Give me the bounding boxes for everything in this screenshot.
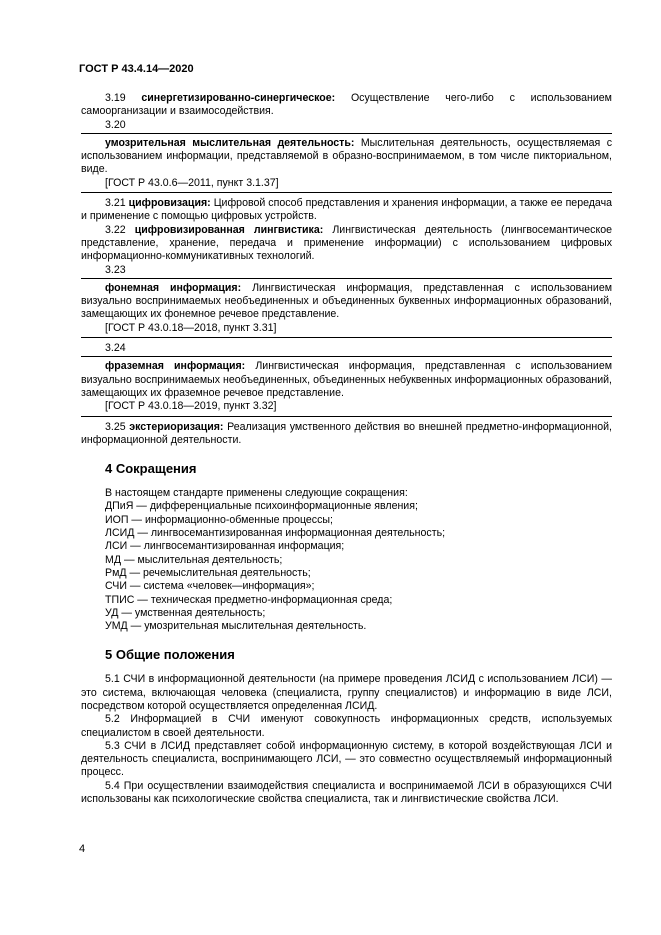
- section-5-paragraph: 5.3 СЧИ в ЛСИД представляет собой информационную систему, в которой воздействующая ЛСИ и деятельность специалиста, воспринимающего ЛСИ, — это совместно осуществляемый информационный процесс.: [81, 739, 612, 779]
- term-name: цифровизация:: [128, 197, 211, 210]
- section-5-title: 5 Общие положения: [105, 647, 235, 663]
- document-body: [81, 92, 612, 806]
- abbreviation-item: УМД — умозрительная мыслительная деятельность.: [105, 620, 367, 633]
- term-definition: Лингвистическая информация, представленная с использованием визуально воспринимаемых необъединенных, объединенных небуквенных информационных образований, замещающих их фраземное речевое представление.: [81, 360, 612, 399]
- term-number: 3.19: [105, 92, 126, 104]
- term-name: цифровизированная лингвистика:: [134, 223, 324, 236]
- term-source: [ГОСТ Р 43.0.18—2019, пункт 3.32]: [105, 400, 277, 413]
- term-number: 3.20: [105, 118, 126, 131]
- abbreviation-item: ЛСИД — лингвосемантизированная информационная деятельность;: [105, 527, 446, 540]
- term-name: экстериоризация:: [129, 420, 224, 433]
- term-definition: Лингвистическая информация, представленная с использованием визуально воспринимаемых необъединенных и объединенных буквенных информационных образований, замещающих их фонемное речевое представление.: [81, 281, 613, 321]
- abbreviation-item: ЛСИ — лингвосемантизированная информация;: [105, 540, 345, 553]
- abbreviation-item: ИОП — информационно-обменные процессы;: [105, 513, 333, 526]
- abbreviation-item: ДПиЯ — дифференциальные психоинформационные явления;: [105, 500, 418, 513]
- abbreviation-item: СЧИ — система «человек—информация»;: [105, 580, 315, 593]
- page-header-standard: ГОСТ Р 43.4.14—2020: [79, 63, 194, 75]
- term-3-23: [81, 282, 612, 322]
- term-definition: Цифровой способ представления и хранения информации, а также ее передача и применение с помощью цифровых устройств.: [81, 197, 612, 223]
- section-5-paragraph: 5.4 При осуществлении взаимодействия специалиста и воспринимаемой ЛСИ в образующихся СЧИ использованы как психологические свойства специалиста, так и лингвистические свойства ЛСИ.: [81, 779, 612, 806]
- term-definition: Осуществление чего-либо с использованием самоорганизации и взаимосодействия.: [81, 92, 612, 118]
- term-definition: Лингвистическая деятельность (лингвосемантическое представление, хранение, передача и применение информации) с использованием цифровых информационно-коммуникативных технологий.: [81, 223, 613, 263]
- term-3-23-box: [81, 278, 612, 338]
- term-name: синергетизированно-синергическое:: [141, 92, 336, 104]
- term-number: 3.23: [105, 263, 126, 276]
- term-3-21: [81, 197, 612, 224]
- term-3-20-box: [81, 133, 612, 193]
- term-3-24-box: [81, 356, 612, 416]
- term-name: фраземная информация:: [105, 360, 246, 373]
- abbreviation-item: УД — умственная деятельность;: [105, 606, 266, 619]
- term-3-22: [81, 224, 612, 264]
- section-5-paragraph: 5.2 Информацией в СЧИ именуют совокупность информационных средств, используемых специалистом в своей деятельности.: [81, 713, 612, 739]
- term-number: 3.22: [105, 223, 126, 236]
- abbreviations-intro: В настоящем стандарте применены следующие сокращения:: [105, 487, 408, 500]
- page-number: 4: [79, 843, 86, 855]
- term-definition: Реализация умственного действия во внешней предметно-информационной, информационной деятельности.: [81, 420, 612, 446]
- term-name: умозрительная мыслительная деятельность:: [105, 136, 355, 149]
- term-number: 3.25: [105, 420, 126, 433]
- term-3-20: [81, 137, 612, 177]
- section-4-title: 4 Сокращения: [105, 461, 197, 477]
- abbreviation-item: ТПИС — техническая предметно-информационная среда;: [105, 593, 393, 606]
- term-definition: Мыслительная деятельность, осуществляемая с использованием информации, представляемой в образно-воспринимаемом, в том числе пиктoриальном, виде.: [81, 136, 612, 176]
- term-source: [ГОСТ Р 43.0.18—2018, пункт 3.31]: [105, 321, 277, 334]
- abbreviation-item: МД — мыслительная деятельность;: [105, 553, 283, 566]
- abbreviation-item: РмД — речемыслительная деятельность;: [105, 566, 311, 579]
- term-name: фонемная информация:: [105, 281, 242, 294]
- term-3-25: [81, 421, 612, 448]
- term-number: 3.24: [105, 342, 126, 355]
- term-number: 3.21: [105, 197, 126, 210]
- term-source: [ГОСТ Р 43.0.6—2011, пункт 3.1.37]: [105, 176, 279, 189]
- term-3-19: [81, 92, 612, 119]
- term-3-24: [81, 360, 612, 400]
- section-5-paragraph: 5.1 СЧИ в информационной деятельности (на примере проведения ЛСИД с использованием ЛСИ) — это система, включающая человека (специалиста, группу специалистов) и информацию в виде ЛСИ, посредством которой осуществляется определенная ЛСИД.: [81, 673, 612, 712]
